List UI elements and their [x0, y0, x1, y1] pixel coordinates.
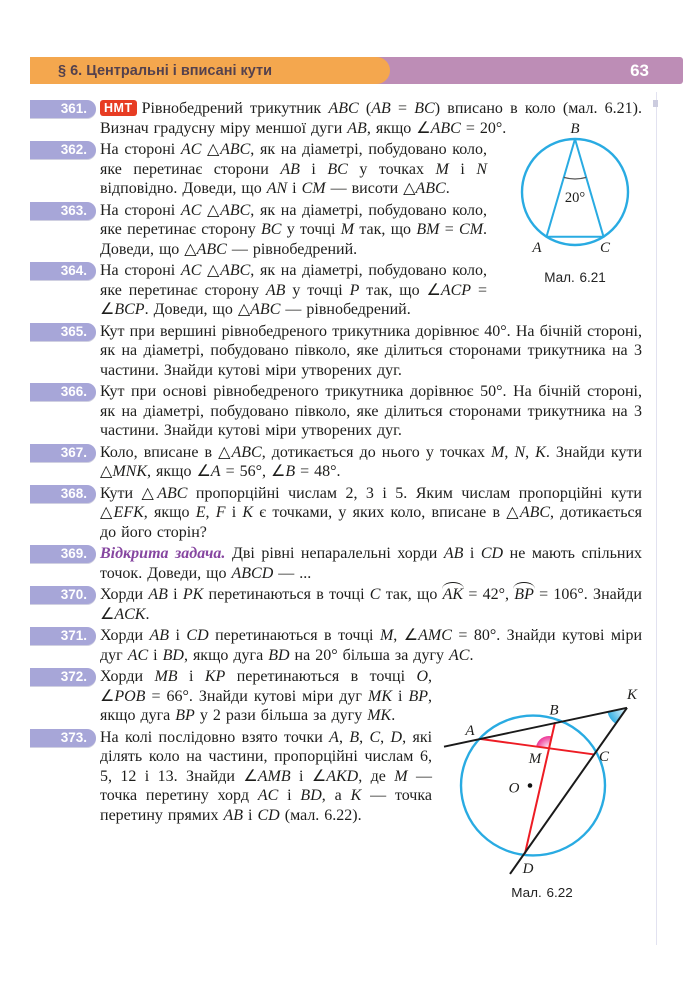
problem-number-badge: 370. [30, 586, 96, 604]
math-var: K [535, 443, 546, 461]
point-label-D: D [522, 861, 534, 877]
text-run: у точці [285, 281, 350, 299]
text-run: — точка перетину хорд [100, 767, 432, 804]
text-run: = [439, 221, 460, 238]
text-run: , якщо дуга [100, 687, 432, 724]
math-var: ABC [415, 180, 446, 197]
section-title: § 6. Центральні і вписані кути [58, 62, 273, 79]
math-var: AN [266, 180, 288, 197]
text-run: Кут при вершині рівнобедреного трикутника дорівнює 40°. На бічній стороні, як на діаметрі, побудовано півколо, яке ділиться сторонами трикутника на 3 частини. Знайди кутові міри утворених дуг. [100, 322, 642, 379]
math-var: MB [154, 668, 178, 685]
math-var: AB [148, 586, 168, 603]
math-var: A [210, 463, 221, 480]
text-run: не мають спільних точок. Доведи, що [100, 545, 643, 582]
text-run: — рівнобедрений. [226, 240, 358, 258]
math-var: PK [182, 586, 204, 603]
text-run: (мал. 6.22). [279, 806, 362, 824]
math-var: BM [416, 221, 440, 238]
problem-number-badge: 368. [30, 485, 96, 503]
text-run: у точці [281, 221, 341, 238]
math-var: ACK [114, 605, 146, 623]
text-run: Дві рівні непаралельні хорди [231, 545, 444, 562]
math-var: AB [443, 545, 464, 562]
math-var: BC [261, 221, 282, 238]
text-run: , [205, 504, 216, 521]
math-var: AB [265, 281, 286, 299]
math-var: D [390, 728, 403, 746]
page-number: 63 [630, 60, 649, 80]
text-run: = 80°. Знайди кутові міри дуг [100, 627, 643, 664]
text-run: так, що [380, 586, 443, 603]
math-var: ABC [196, 240, 227, 258]
text-run: — ... [273, 564, 312, 582]
text-run: і [169, 627, 187, 644]
math-var: MNK [112, 463, 147, 480]
math-var: E [195, 504, 206, 521]
text-run: . [445, 180, 450, 197]
problem-text-segments [100, 627, 642, 664]
math-var: ACP [440, 281, 472, 299]
text-run: перетинаються в точці [208, 627, 380, 644]
text-run: Хорди [100, 668, 155, 685]
math-var: BCP [114, 301, 145, 318]
math-var: N [476, 160, 487, 178]
math-var: CM [301, 180, 326, 197]
point-label-C: C [599, 240, 611, 256]
arc-notation: AK [442, 586, 464, 603]
text-run: у точках [347, 160, 436, 178]
math-var: M [379, 627, 394, 644]
math-var: F [215, 504, 226, 521]
math-var: POB [114, 687, 146, 705]
text-run: , як на діаметрі, побудовано коло, яке перетинає сторони [100, 141, 488, 178]
text-run: у 2 рази більша за дугу [194, 707, 368, 724]
text-run: — рівнобедрений. [280, 301, 411, 318]
problem-item [30, 585, 642, 624]
text-run: = 42°, [463, 586, 515, 603]
point-label-A: A [465, 723, 475, 739]
text-run: Кут при основі рівнобедреного трикутника дорівнює 50°. На бічній стороні, як на діаметрі, побудовано півколо, яке ділиться сторонами трикутника на 3 частини. Знайди кутові міри утворених дуг. [100, 383, 642, 439]
problem-item [30, 382, 642, 441]
math-var: A [329, 728, 339, 746]
point-label-B: B [570, 122, 580, 137]
text-run: , [338, 728, 350, 746]
text-run: і [177, 668, 205, 685]
nmt-badge: НМТ [100, 100, 137, 116]
text-run: є точками, у яких коло, вписане в △ [253, 504, 520, 521]
problem-number-badge: 367. [30, 444, 96, 462]
math-var: B [285, 463, 296, 480]
text-run: і [463, 545, 481, 562]
text-run: , дотикається до його сторін? [100, 504, 642, 541]
math-var: CD [257, 806, 280, 824]
math-var: M [394, 767, 408, 785]
text-run: = 66°. Знайди кутові міри дуг [145, 687, 368, 705]
text-run: , [504, 443, 515, 461]
text-run: так, що [354, 221, 417, 238]
math-var: MK [367, 707, 392, 724]
text-run: Хорди [100, 586, 149, 603]
math-var: EFK [113, 504, 144, 521]
math-var: ABC [220, 201, 251, 219]
math-var: ABC [231, 443, 262, 461]
text-run: , дотикається до нього у точках [261, 443, 492, 461]
problem-number-badge: 361. [30, 100, 96, 118]
text-run: , якщо ∠ [366, 119, 431, 137]
arc-notation: BP [514, 586, 534, 603]
math-var: C [369, 728, 381, 746]
figure-caption: Мал. 6.21 [544, 270, 606, 285]
math-var: ABC [328, 100, 359, 117]
math-var: AC [449, 646, 470, 664]
math-var: AB [280, 160, 300, 178]
text-run: ( [358, 100, 372, 117]
math-var: N [514, 443, 526, 461]
text-run: перетинаються в точці [203, 586, 370, 603]
text-run: на 20° більша за дугу [289, 646, 450, 664]
math-var: AC [180, 201, 202, 219]
math-var: ABC [430, 119, 461, 137]
text-run: = [390, 100, 415, 117]
math-var: M [491, 443, 505, 461]
text-run: і [287, 180, 302, 197]
problems-list [30, 99, 642, 907]
problem-text [100, 261, 642, 320]
math-var: BP [175, 707, 195, 724]
problem-text-segments [100, 262, 487, 318]
text-run: Хорди [100, 627, 150, 644]
problem-text-segments [100, 323, 642, 379]
math-var: AB [149, 627, 170, 644]
problem-text-segments [100, 141, 487, 197]
problem-number-badge: 363. [30, 202, 96, 220]
math-var: ABC [220, 141, 251, 158]
problem-text [100, 201, 642, 260]
math-var: BC [327, 160, 348, 178]
math-var: K [350, 787, 362, 804]
text-run: . [469, 646, 474, 664]
angle-value-label: 20° [564, 190, 586, 206]
problem-text [100, 322, 642, 381]
text-run: і [448, 160, 477, 178]
section-title-pill [30, 57, 390, 84]
math-var: K [242, 504, 254, 521]
text-run: , ∠ [393, 627, 419, 644]
math-var: AB [371, 100, 391, 117]
math-var: AC [180, 262, 202, 279]
math-var: P [349, 281, 360, 299]
point-label-C: C [599, 749, 610, 766]
math-var: ABC [157, 484, 188, 502]
problem-text-segments [100, 586, 642, 623]
problem-number-badge: 372. [30, 668, 96, 686]
text-run: , як на діаметрі, побудовано коло, яке перетинає сторону [100, 201, 488, 238]
math-var: AKD [326, 767, 359, 785]
math-var: ABCD [231, 564, 274, 582]
math-var: M [435, 160, 449, 178]
text-run: , а [321, 787, 351, 804]
problem-number-badge: 369. [30, 545, 96, 563]
text-run: і [392, 687, 409, 705]
math-var: BD [162, 646, 184, 664]
text-run: і [278, 787, 301, 804]
text-run: , [525, 443, 536, 461]
text-run: = 48°. [295, 463, 341, 480]
math-var: C [369, 586, 381, 603]
text-run: . Знайди кути △ [100, 443, 643, 480]
text-run: = 106°. Знайди ∠ [100, 586, 642, 623]
point-label-A: A [532, 240, 542, 256]
text-run: Коло, вписане в △ [100, 443, 232, 461]
math-var: ABC [519, 504, 551, 521]
text-run: , ∠ [100, 668, 432, 705]
text-run: = 20°. [460, 119, 507, 137]
text-run: На стороні [100, 262, 181, 279]
problem-item [30, 443, 642, 482]
text-run: — висоти △ [325, 180, 416, 197]
math-var: KP [204, 668, 226, 685]
page-crease-marker [653, 100, 658, 107]
text-run: і [299, 160, 328, 178]
problem-item [30, 261, 642, 320]
text-run: . Доведи, що △ [100, 221, 488, 258]
math-var: ABC [220, 262, 251, 279]
text-run: , де [358, 767, 395, 785]
math-var: BD [268, 646, 290, 664]
problem-number-badge: 362. [30, 141, 96, 159]
problem-text-segments [100, 485, 642, 541]
problem-number-badge: 373. [30, 729, 96, 747]
problem-number-badge: 371. [30, 627, 96, 645]
problem-item [30, 728, 642, 826]
math-var: B [349, 728, 360, 746]
problem-text [100, 484, 642, 543]
problem-text-segments [100, 202, 487, 258]
text-run: і [148, 646, 163, 664]
math-var: BC [414, 100, 435, 117]
point-label-K: K [626, 687, 638, 703]
text-run: . [391, 707, 396, 724]
text-run: , якщо [143, 504, 196, 521]
text-run: На колі послідовно взято точки [100, 728, 330, 746]
problem-text [100, 585, 642, 624]
text-run: = ∠ [100, 281, 487, 318]
problem-number-badge: 364. [30, 262, 96, 280]
text-run: = 56°, ∠ [220, 463, 286, 480]
text-run: пропорційні числам 2, 3 і 5. Яким числам пропорційні кути △ [100, 484, 642, 521]
text-run: , які ділять коло на частини, пропорційні числам 6, 5, 12 і 13. Знайди ∠ [100, 728, 433, 785]
text-run: так, що ∠ [359, 281, 441, 299]
math-var: AC [257, 787, 279, 804]
text-run: відповідно. Доведи, що [100, 180, 267, 197]
open-task-label: Відкрита задача. [100, 545, 232, 562]
text-run: △ [201, 262, 221, 279]
problem-text-segments [100, 668, 432, 724]
text-run: △ [201, 201, 221, 219]
problem-text-segments [100, 383, 642, 439]
math-var: AMC [418, 627, 452, 644]
math-var: CM [459, 221, 484, 238]
math-var: ABC [250, 301, 281, 318]
text-run: △ [201, 141, 221, 158]
text-run: і ∠ [290, 767, 327, 785]
problem-text [100, 626, 642, 665]
text-run: , якщо дуга [183, 646, 269, 664]
problem-number-badge: 365. [30, 323, 96, 341]
header-band [30, 57, 683, 84]
text-run: , якщо ∠ [146, 463, 211, 480]
math-var: O [416, 668, 428, 685]
figure-caption: Мал. 6.22 [511, 885, 573, 901]
math-var: BP [408, 687, 428, 705]
problem-number-badge: 366. [30, 383, 96, 401]
math-var: MK [368, 687, 392, 705]
text-run: На стороні [100, 201, 181, 219]
problem-text [100, 544, 642, 583]
problem-item [30, 626, 642, 665]
text-run: перетинаються в точці [225, 668, 417, 685]
text-run: , [380, 728, 391, 746]
text-run: На стороні [100, 141, 181, 158]
text-run: . Доведи, що △ [144, 301, 251, 318]
math-var: AC [127, 646, 149, 664]
text-run: , [359, 728, 370, 746]
page-crease-line [656, 92, 657, 945]
point-label-O: O [508, 780, 520, 797]
text-run: і [225, 504, 243, 521]
text-run: ) вписано в коло (мал. 6.21). Визнач градусну міру меншої дуги [100, 100, 643, 137]
text-run: — точка перетину прямих [100, 787, 432, 824]
problem-text [100, 382, 642, 441]
point-label-M: M [528, 751, 542, 768]
apex-angle-arc [564, 177, 586, 179]
math-var: M [340, 221, 355, 238]
math-var: AC [180, 141, 202, 158]
problem-text-segments [100, 444, 642, 481]
problem-text-segments [100, 729, 432, 824]
math-var: AB [347, 119, 367, 137]
problem-item [30, 484, 642, 543]
text-run: і [167, 586, 183, 603]
math-var: AB [223, 806, 244, 824]
math-var: CD [480, 545, 504, 562]
problem-item [30, 322, 642, 381]
problem-text [100, 443, 642, 482]
math-var: AMB [257, 767, 291, 785]
text-run: і [243, 806, 258, 824]
math-var: BD [300, 787, 322, 804]
text-run: Рівнобедрений трикутник [141, 100, 329, 117]
math-var: CD [186, 627, 209, 644]
text-run: , як на діаметрі, побудовано коло, яке перетинає сторону [100, 262, 488, 299]
text-run: . [145, 605, 150, 623]
text-run: Кути △ [100, 484, 158, 502]
problem-item [30, 201, 642, 260]
problem-item [30, 544, 642, 583]
problem-text [100, 728, 642, 826]
point-label-B: B [549, 702, 559, 719]
